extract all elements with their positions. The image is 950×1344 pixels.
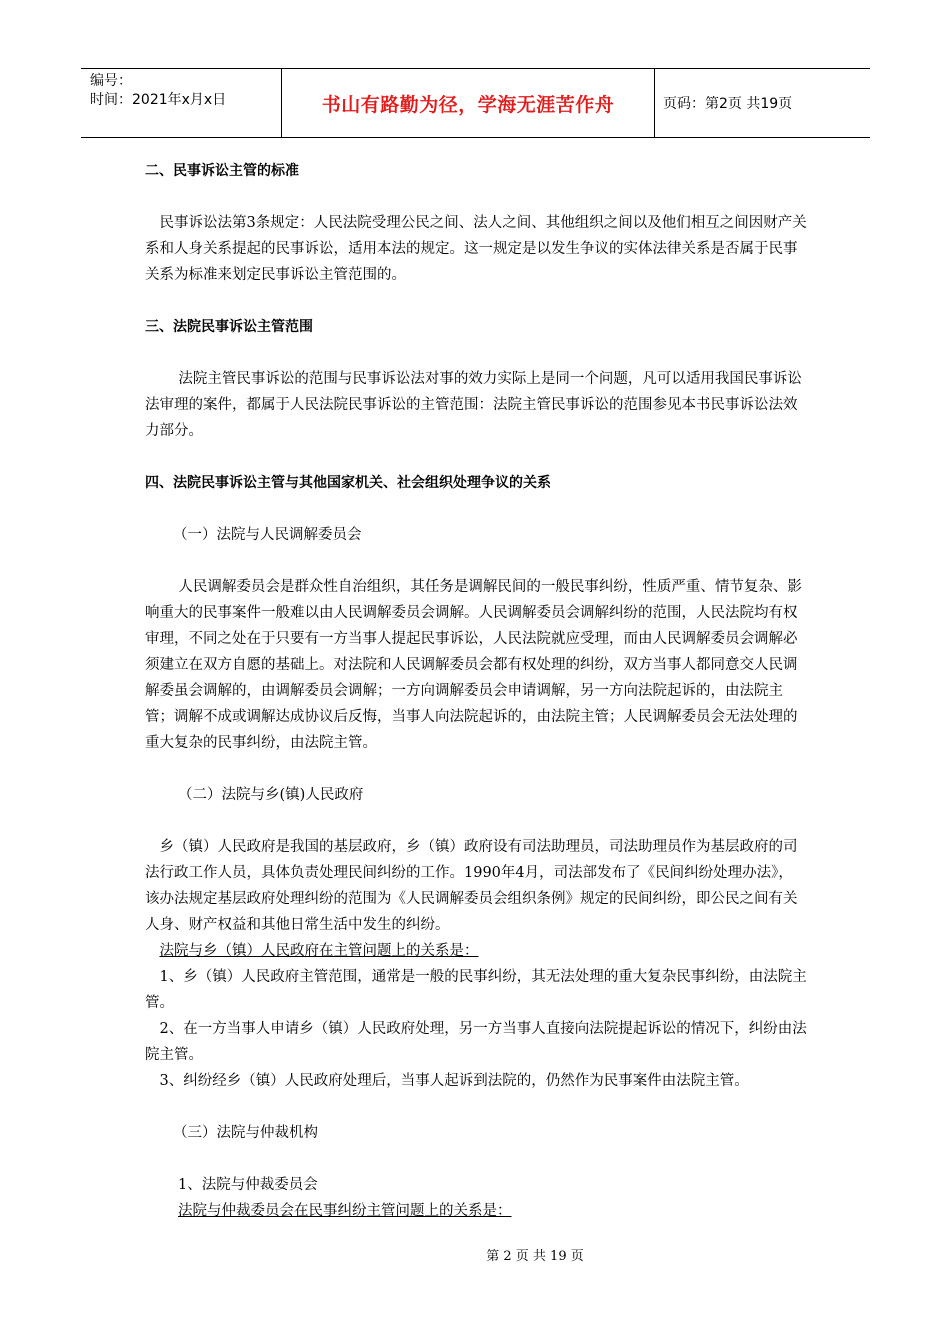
subsection-title-1: （一）法院与人民调解委员会 <box>173 527 362 543</box>
subsection-title-3: （三）法院与仲裁机构 <box>173 1125 318 1141</box>
list-item: 1、乡（镇）人民政府主管范围，通常是一般的民事纠纷，其无法处理的重大复杂民事纠纷，由法院主管。 <box>145 969 807 1011</box>
list-item: 3、纠纷经乡（镇）人民政府处理后，当事人起诉到法院的，仍然作为民事案件由法院主管。 <box>159 1073 749 1089</box>
section-heading-2: 二、民事诉讼主管的标准 <box>145 163 299 179</box>
number-label: 编号： <box>90 73 132 89</box>
subsection-paragraph-2: 乡（镇）人民政府是我国的基层政府，乡（镇）政府设有司法助理员，司法助理员作为基层政府的司法行政工作人员，具体负责处理民间纠纷的工作。1990年4月，司法部发布了《民间纠纷处理办法》，该办法规定基层政府处理纠纷的范围为《人民调解委员会组织条例》规定的民间纠纷，即公民之间有关人身、财产权益和其他日常生活中发生的纠纷。 <box>145 839 798 933</box>
section-heading-4: 四、法院民事诉讼主管与其他国家机关、社会组织处理争议的关系 <box>145 475 551 491</box>
paragraph-2: 民事诉讼法第3条规定：人民法院受理公民之间、法人之间、其他组织之间以及他们相互之间因财产关系和人身关系提起的民事诉讼，适用本法的规定。这一规定是以发生争议的实体法律关系是否属于民事关系为标准来划定民事诉讼主管范围的。 <box>145 215 807 283</box>
page-header <box>81 68 870 138</box>
subsection-title-2: （二）法院与乡(镇)人民政府 <box>178 787 364 803</box>
document-body <box>145 158 807 1224</box>
subsection-paragraph-1: 人民调解委员会是群众性自治组织，其任务是调解民间的一般民事纠纷，性质严重、情节复杂、影响重大的民事案件一般难以由人民调解委员会调解。人民调解委员会调解纠纷的范围，人民法院均有权审理，不同之处在于只要有一方当事人提起民事诉讼，人民法院就应受理，而由人民调解委员会调解必须建立在双方自愿的基础上。对法院和人民调解委员会都有权处理的纠纷，双方当事人都同意交人民调解委虽会调解的，由调解委员会调解；一方向调解委员会申请调解，另一方向法院起诉的，由法院主管；调解不成或调解达成协议后反悔，当事人向法院起诉的，由法院主管；人民调解委员会无法处理的重大复杂的民事纠纷，由法院主管。 <box>145 579 802 751</box>
subsection-subtitle-3-1: 1、法院与仲裁委员会 <box>178 1177 318 1193</box>
header-motto: 书山有路勤为径，学海无涯苦作舟 <box>282 69 655 137</box>
time-label: 时间：2021年x月x日 <box>90 92 227 108</box>
header-meta <box>81 69 282 137</box>
paragraph-3: 法院主管民事诉讼的范围与民事诉讼法对事的效力实际上是同一个问题，凡可以适用我国民事诉讼法审理的案件，都属于人民法院民事诉讼的主管范围：法院主管民事诉讼的范围参见本书民事诉讼法效力部分。 <box>145 371 802 439</box>
relation-heading-2: 法院与乡（镇）人民政府在主管问题上的关系是： <box>159 943 479 959</box>
relation-heading-3: 法院与仲裁委员会在民事纠纷主管问题上的关系是： <box>178 1203 512 1219</box>
list-item: 2、在一方当事人申请乡（镇）人民政府处理，另一方当事人直接向法院提起诉讼的情况下，纠纷由法院主管。 <box>145 1021 807 1063</box>
header-page-info: 页码：第2页 共19页 <box>663 96 793 112</box>
page-footer: 第 2 页 共 19 页 <box>486 1249 584 1264</box>
section-heading-3: 三、法院民事诉讼主管范围 <box>145 319 313 335</box>
